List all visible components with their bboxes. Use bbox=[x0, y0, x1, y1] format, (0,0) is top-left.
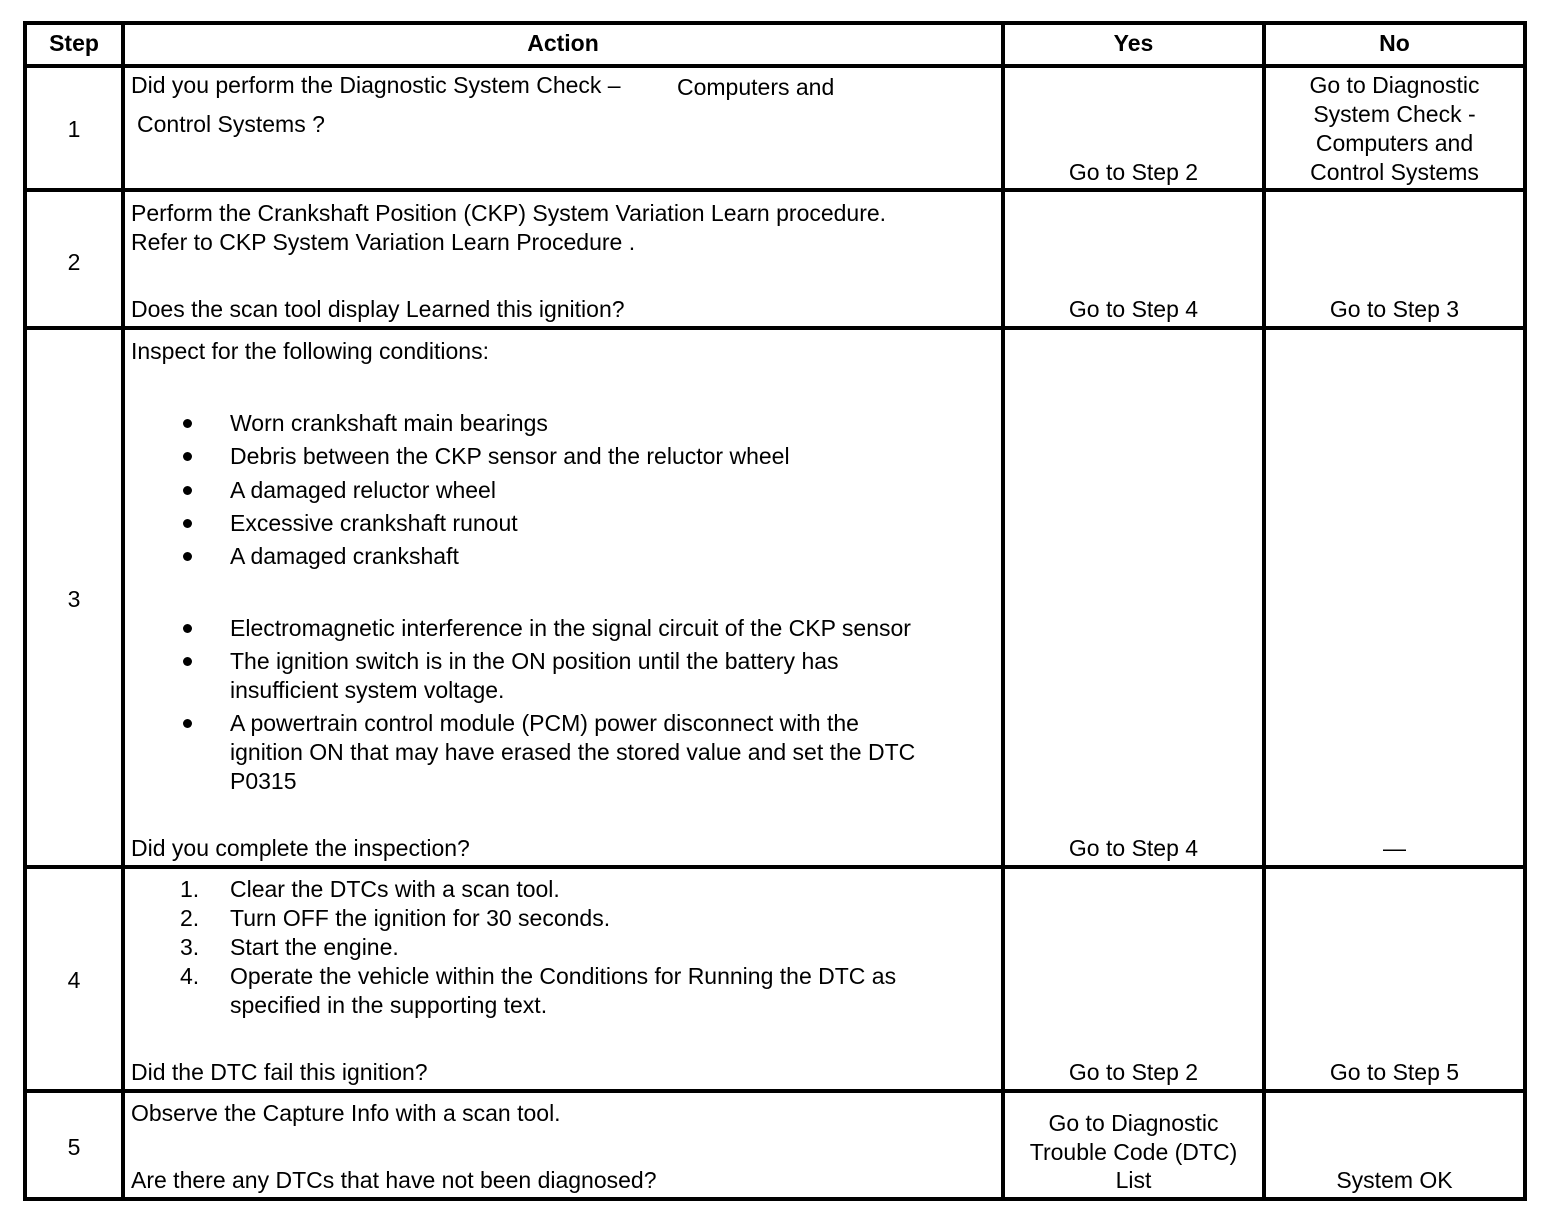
list-item: Start the engine. bbox=[230, 934, 399, 960]
list-item: Clear the DTCs with a scan tool. bbox=[230, 876, 560, 902]
step-number-5: 5 bbox=[67, 1134, 81, 1160]
list-item: Debris between the CKP sensor and the reluctor wheel bbox=[230, 443, 790, 469]
yes-result: Trouble Code (DTC) bbox=[1029, 1139, 1238, 1165]
yes-result: Go to Step 4 bbox=[1068, 835, 1199, 861]
list-item: Worn crankshaft main bearings bbox=[230, 410, 548, 436]
action-question: Does the scan tool display Learned this ignition? bbox=[131, 296, 625, 322]
no-result: Go to Step 3 bbox=[1329, 296, 1460, 322]
header-no: No bbox=[1379, 30, 1410, 56]
action-text: Did you perform the Diagnostic System Check – bbox=[131, 72, 621, 98]
action-text: Inspect for the following conditions: bbox=[131, 338, 489, 364]
bullet-icon bbox=[183, 419, 192, 428]
action-text: Computers and bbox=[677, 74, 835, 100]
row-divider-2 bbox=[23, 326, 1527, 330]
list-item: A damaged reluctor wheel bbox=[230, 477, 496, 503]
list-item: A powertrain control module (PCM) power disconnect with the bbox=[230, 710, 859, 736]
bullet-icon bbox=[183, 624, 192, 633]
list-number: 1. bbox=[180, 876, 200, 902]
list-item: Excessive crankshaft runout bbox=[230, 510, 518, 536]
yes-result: Go to Step 2 bbox=[1068, 1059, 1199, 1085]
bullet-icon bbox=[183, 486, 192, 495]
table-border-bottom bbox=[23, 1197, 1527, 1201]
action-text: Control Systems ? bbox=[137, 111, 325, 137]
list-item: Operate the vehicle within the Conditions for Running the DTC as bbox=[230, 963, 897, 989]
action-text: Observe the Capture Info with a scan tool. bbox=[131, 1100, 561, 1126]
list-item: Electromagnetic interference in the signal circuit of the CKP sensor bbox=[230, 615, 911, 641]
no-result: Computers and bbox=[1315, 130, 1474, 156]
row-divider-1 bbox=[23, 188, 1527, 192]
list-item-continued: ignition ON that may have erased the stored value and set the DTC bbox=[230, 739, 916, 765]
column-divider-step bbox=[121, 21, 125, 1201]
list-item: A damaged crankshaft bbox=[230, 543, 459, 569]
no-result: Go to Diagnostic bbox=[1309, 72, 1480, 98]
column-divider-yes bbox=[1262, 21, 1266, 1201]
header-action: Action bbox=[527, 30, 599, 56]
table-border-top bbox=[23, 21, 1527, 25]
header-step: Step bbox=[49, 30, 99, 56]
step-number-2: 2 bbox=[67, 249, 81, 275]
no-result: Go to Step 5 bbox=[1329, 1059, 1460, 1085]
action-text: Refer to CKP System Variation Learn Procedure . bbox=[131, 229, 636, 255]
yes-result: List bbox=[1115, 1167, 1152, 1193]
list-number: 2. bbox=[180, 905, 200, 931]
list-item-continued: P0315 bbox=[230, 768, 297, 794]
row-divider-3 bbox=[23, 865, 1527, 869]
table-border-right bbox=[1523, 21, 1527, 1201]
bullet-icon bbox=[183, 719, 192, 728]
list-number: 3. bbox=[180, 934, 200, 960]
action-question: Did the DTC fail this ignition? bbox=[131, 1059, 428, 1085]
step-number-4: 4 bbox=[67, 967, 81, 993]
column-divider-action bbox=[1001, 21, 1005, 1201]
bullet-icon bbox=[183, 452, 192, 461]
bullet-icon bbox=[183, 657, 192, 666]
list-item-continued: specified in the supporting text. bbox=[230, 992, 548, 1018]
header-yes: Yes bbox=[1113, 30, 1154, 56]
list-item: The ignition switch is in the ON position until the battery has bbox=[230, 648, 839, 674]
no-result: System Check - bbox=[1313, 101, 1476, 127]
yes-result: Go to Step 4 bbox=[1068, 296, 1199, 322]
no-result: — bbox=[1383, 835, 1406, 861]
no-result: System OK bbox=[1336, 1167, 1453, 1193]
step-number-1: 1 bbox=[67, 116, 81, 142]
header-divider bbox=[23, 64, 1527, 68]
no-result: Control Systems bbox=[1310, 159, 1479, 185]
step-number-3: 3 bbox=[67, 586, 81, 612]
yes-result: Go to Diagnostic bbox=[1048, 1110, 1219, 1136]
list-number: 4. bbox=[180, 963, 200, 989]
action-question: Did you complete the inspection? bbox=[131, 835, 470, 861]
row-divider-4 bbox=[23, 1089, 1527, 1093]
list-item-continued: insufficient system voltage. bbox=[230, 677, 505, 703]
action-question: Are there any DTCs that have not been diagnosed? bbox=[131, 1167, 657, 1193]
action-text: Perform the Crankshaft Position (CKP) System Variation Learn procedure. bbox=[131, 200, 887, 226]
list-item: Turn OFF the ignition for 30 seconds. bbox=[230, 905, 611, 931]
yes-result: Go to Step 2 bbox=[1068, 159, 1199, 185]
bullet-icon bbox=[183, 552, 192, 561]
bullet-icon bbox=[183, 519, 192, 528]
